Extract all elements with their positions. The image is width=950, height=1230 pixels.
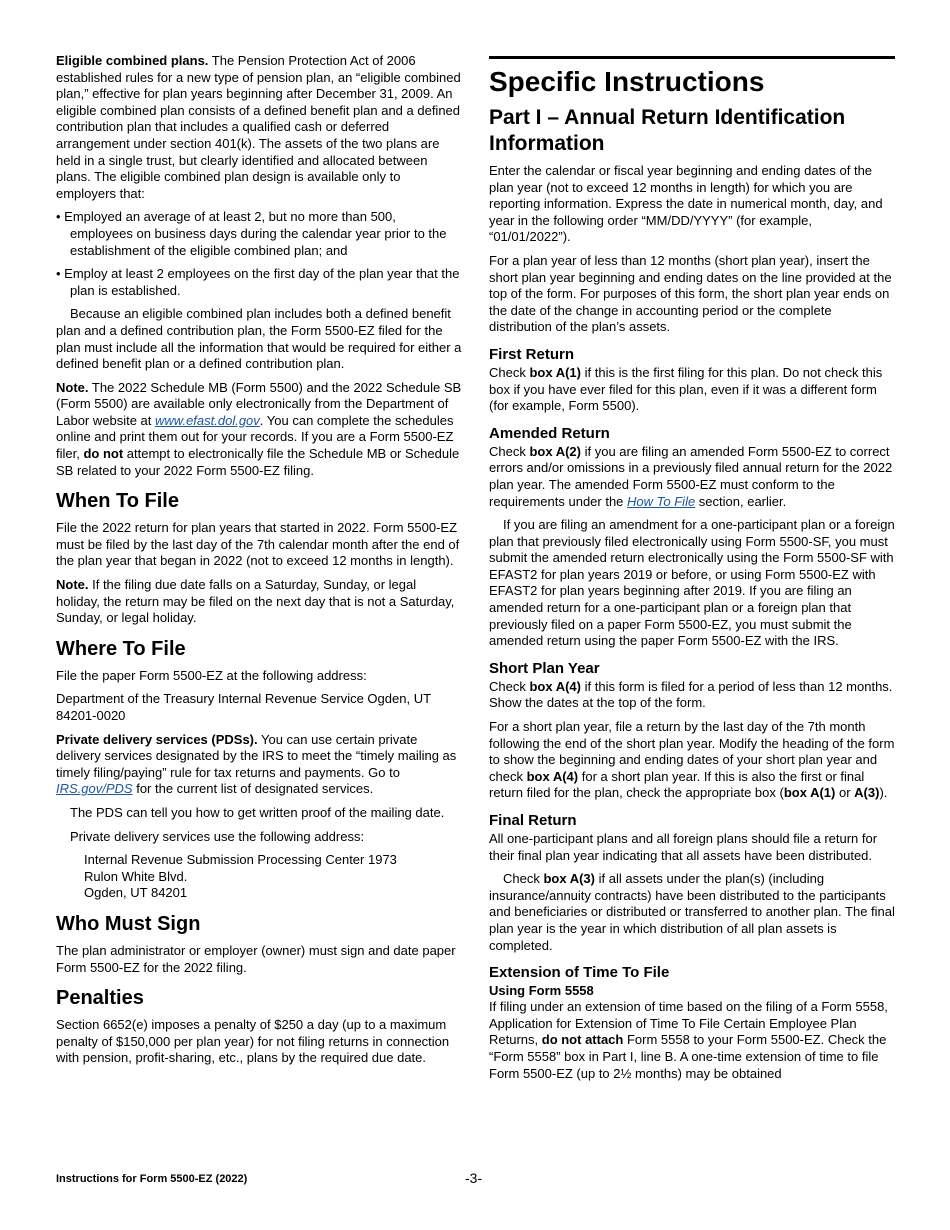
pds-proof: The PDS can tell you how to get written proof of the mailing date. [70, 804, 445, 820]
when-to-file-text: File the 2022 return for plan years that started in 2022. Form 5500-EZ must be filed by the last day of the 7th calendar month after the end of the plan year that began in 2022 (not to exceed 12 months in length). [56, 520, 460, 569]
footer-form-title: Instructions for Form 5500-EZ (2022) [56, 1173, 248, 1185]
bullet-item: • Employed an average of at least 2, but no more than 500, employees on business days during the calendar year prior to the establishment of the eligible combined plan; and [56, 209, 447, 258]
efast-link[interactable]: www.efast.dol.gov [155, 412, 260, 428]
final-return-box: Check box A(3) if all assets under the plan(s) (including insurance/annuity contracts) have been distributed to the participants and beneficiaries or distributed or transferred to another plan. The final plan year is the year in which distribution of all plan assets is completed. [489, 871, 895, 953]
pds-address-intro: Private delivery services use the following address: [70, 828, 365, 844]
using-form-5558-subheading: Using Form 5558 [489, 983, 594, 999]
pds-address: Internal Revenue Submission Processing Center 1973 Rulon White Blvd. Ogden, UT 84201 [84, 852, 397, 901]
eligible-combined-plans-paragraph: Eligible combined plans. The Pension Protection Act of 2006 established rules for a new type of pension plan, an “eligible combined plan,” effective for plan years beginning after December 31, 2009. An eligible combined plan consists of a defined benefit plan and a defined contribution plan that includes a qualified cash or deferred arrangement under section 401(k). The assets of the two plans are held in a single trust, but clearly identified and allocated between plans. The eligible combined plan design is available only to employers that: [56, 53, 461, 201]
short-plan-year-text: Check box A(4) if this form is filed for a period of less than 12 months. Show the dates at the top of the form. [489, 678, 893, 711]
where-address: Department of the Treasury Internal Revenue Service Ogden, UT 84201-0020 [56, 691, 431, 723]
plan-year-paragraph: Enter the calendar or fiscal year beginning and ending dates of the plan year (not to exceed 12 months in length) for which you are reporting information. Express the date in numerical month, day, and year in the following order “MM/DD/YYYY” (for example, “01/01/2022”). [489, 163, 883, 245]
part-one-heading: Part I – Annual Return Identification Information [489, 106, 846, 155]
extension-heading: Extension of Time To File [489, 964, 670, 982]
amended-return-electronic: If you are filing an amendment for a one-participant plan or a foreign plan that previously filed electronically using Form 5500-SF, you must submit the amended return electronically using the Form 5500-SF with EFAST2 for plan years 2019 or before, or using Form 5500-EZ with EFAST2 for plan years beginning after 2019. If you are filing an amended return for a one-participant plan or a foreign plan that previously filed on a paper Form 5500-EZ, you must submit the amended return using the paper Form 5500-EZ with the IRS. [489, 517, 895, 649]
note-schedules-paragraph: Note. The 2022 Schedule MB (Form 5500) and the 2022 Schedule SB (Form 5500) are available only electronically from the Department of Labor website at www.efast.dol.gov. You can complete the schedules online and print them out for your records. If you are a Form 5500-EZ filer, do not attempt to electronically file the Schedule MB or Schedule SB related to your 2022 Form 5500-EZ filing. [56, 379, 462, 478]
extension-text: If filing under an extension of time based on the filing of a Form 5558, Application for Extension of Time To File Certain Employee Plan Returns, do not attach Form 5558 to your Form 5500-EZ. Check the “Form 5558” box in Part I, line B. A one-time extension of time to file Form 5500-EZ (up to 2½ months) may be obtained [489, 999, 888, 1081]
pds-paragraph: Private delivery services (PDSs). You can use certain private delivery services designated by the IRS to meet the “timely mailing as timely filing/paying” rule for tax returns and payments. Go to IRS.gov/PDS for the current list of designated services. [56, 731, 457, 797]
who-must-sign-heading: Who Must Sign [56, 912, 201, 935]
final-return-heading: Final Return [489, 812, 577, 829]
bullet-item: • Employ at least 2 employees on the first day of the plan year that the plan is established. [56, 266, 460, 298]
when-note: Note. If the filing due date falls on a Saturday, Sunday, or legal holiday, the return may be filed on the next day that is not a Saturday, Sunday, or legal holiday. [56, 577, 455, 626]
final-return-text: All one-participant plans and all foreign plans should file a return for their final plan year indicating that all assets have been distributed. [489, 831, 878, 863]
short-plan-year-intro: For a plan year of less than 12 months (short plan year), insert the short plan year beginning and ending dates on the line provided at the top of the form. For purposes of this form, the short plan year ends on the date of the change in accounting period or the complete distribution of the plan’s assets. [489, 252, 892, 335]
first-return-heading: First Return [489, 345, 575, 363]
amended-return-text: Check box A(2) if you are filing an amended Form 5500-EZ to correct errors and/or omissions in a previously filed annual return for the 2022 plan year. The amended Form 5500-EZ must conform to the requirements under the How To File section, earlier. [489, 443, 893, 509]
penalties-text: Section 6652(e) imposes a penalty of $250 a day (up to a maximum penalty of $150,000 per plan year) for not filing returns in connection with pension, profit-sharing, etc., plans by the required due date. [56, 1017, 450, 1066]
amended-return-heading: Amended Return [489, 424, 610, 442]
when-to-file-heading: When To File [56, 490, 179, 513]
where-intro: File the paper Form 5500-EZ at the following address: [56, 667, 367, 683]
short-plan-year-heading: Short Plan Year [489, 659, 600, 677]
left-column [56, 53, 462, 1074]
right-column [489, 56, 895, 1089]
how-to-file-link[interactable]: How To File [627, 493, 696, 509]
page-number: -3- [465, 1170, 483, 1186]
who-must-sign-text: The plan administrator or employer (owner) must sign and date paper Form 5500-EZ for the 2022 filing. [56, 942, 456, 975]
because-paragraph: Because an eligible combined plan includes both a defined benefit plan and a defined contribution plan, the Form 5500-EZ filed for the plan must include all the information that would be required for either a defined benefit plan or a defined contribution plan. [56, 306, 462, 372]
penalties-heading: Penalties [56, 987, 144, 1010]
specific-instructions-title: Specific Instructions [489, 56, 895, 99]
where-to-file-heading: Where To File [56, 637, 186, 660]
irs-pds-link[interactable]: IRS.gov/PDS [56, 781, 133, 797]
first-return-text: Check box A(1) if this is the first filing for this plan. Do not check this box if you have ever filed for this plan, even if it was a different form (for example, Form 5500). [489, 364, 883, 414]
short-plan-year-detail: For a short plan year, file a return by the last day of the 7th month following the end of the short plan year. Modify the heading of the form to show the beginning and ending dates of your short plan year and check box A(4) for a short plan year. If this is also the first or final return filed for the plan, check the appropriate box (box A(1) or A(3)). [489, 719, 895, 801]
